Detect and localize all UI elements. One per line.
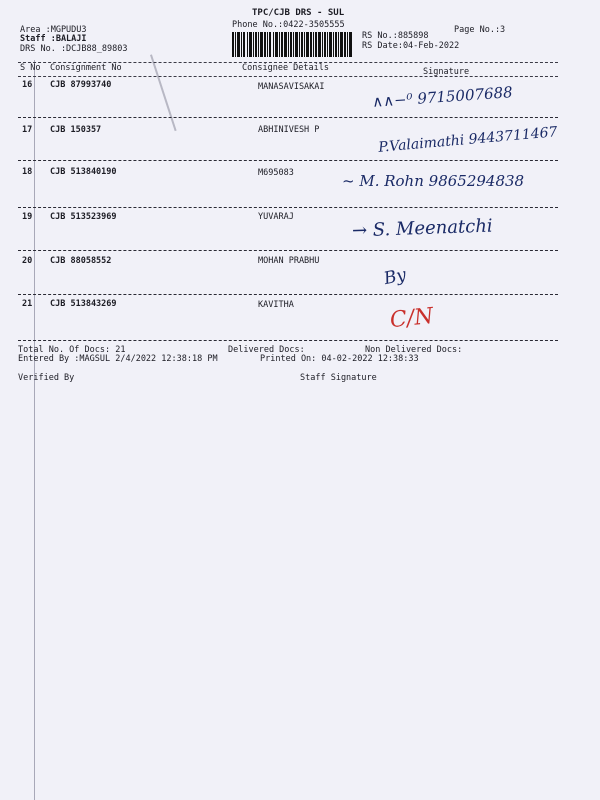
paper-crease [150, 54, 177, 131]
row-consignee: YUVARAJ [258, 212, 294, 222]
row-consignee: KAVITHA [258, 300, 294, 310]
rs-date: RS Date:04-Feb-2022 [362, 41, 460, 51]
page-margin-line [34, 60, 35, 800]
phone-number: Phone No.:0422-3505555 [232, 20, 345, 30]
barcode-image [232, 32, 352, 57]
row-divider [18, 117, 558, 118]
verified-by: Verified By [18, 373, 75, 383]
area-label: Area :MGPUDU3 [20, 25, 87, 35]
document-title: TPC/CJB DRS - SUL [252, 8, 345, 18]
row-signature: → S. Meenatchi [351, 215, 493, 242]
header-rule-bottom [18, 76, 558, 77]
entered-by: Entered By :MAGSUL 2/4/2022 12:38:18 PM [18, 354, 218, 364]
col-signature: Signature [423, 67, 470, 77]
row-consignee: M695083 [258, 168, 294, 178]
row-signature: ∧∧−⁰ 9715007688 [371, 83, 514, 111]
col-consignment: Consignment No [50, 63, 122, 73]
non-delivered-docs: Non Delivered Docs: [365, 345, 463, 355]
delivered-docs: Delivered Docs: [228, 345, 305, 355]
row-sno: 20 [22, 256, 33, 266]
row-divider [18, 294, 558, 295]
table-bottom-rule [18, 340, 558, 341]
row-consignment: CJB 87993740 [50, 80, 112, 90]
row-signature: P.Valaimathi 9443711467 [377, 124, 559, 156]
row-consignment: CJB 513840190 [50, 167, 117, 177]
row-signature: ~ M. Rohn 9865294838 [342, 172, 525, 190]
staff-signature-label: Staff Signature [300, 373, 377, 383]
col-consignee: Consignee Details [242, 63, 329, 73]
row-divider [18, 250, 558, 251]
col-sno: S No [20, 63, 41, 73]
row-consignee: MANASAVISAKAI [258, 82, 325, 92]
row-signature: By [382, 264, 408, 290]
staff-label: Staff :BALAJI [20, 34, 87, 44]
rs-number: RS No.:885898 [362, 31, 429, 41]
row-sno: 21 [22, 299, 33, 309]
total-docs: Total No. Of Docs: 21 [18, 345, 126, 355]
row-consignee: ABHINIVESH P [258, 125, 320, 135]
row-consignee: MOHAN PRABHU [258, 256, 320, 266]
row-consignment: CJB 513843269 [50, 299, 117, 309]
row-consignment: CJB 150357 [50, 125, 102, 135]
page-number: Page No.:3 [454, 25, 506, 35]
row-consignment: CJB 513523969 [50, 212, 117, 222]
row-signature: C/N [388, 303, 435, 334]
row-divider [18, 207, 558, 208]
row-divider [18, 160, 558, 161]
row-consignment: CJB 88058552 [50, 256, 112, 266]
row-sno: 19 [22, 212, 33, 222]
row-sno: 16 [22, 80, 33, 90]
row-sno: 18 [22, 167, 33, 177]
drs-number: DRS No. :DCJB88_89803 [20, 44, 128, 54]
printed-on: Printed On: 04-02-2022 12:38:33 [260, 354, 419, 364]
row-sno: 17 [22, 125, 33, 135]
